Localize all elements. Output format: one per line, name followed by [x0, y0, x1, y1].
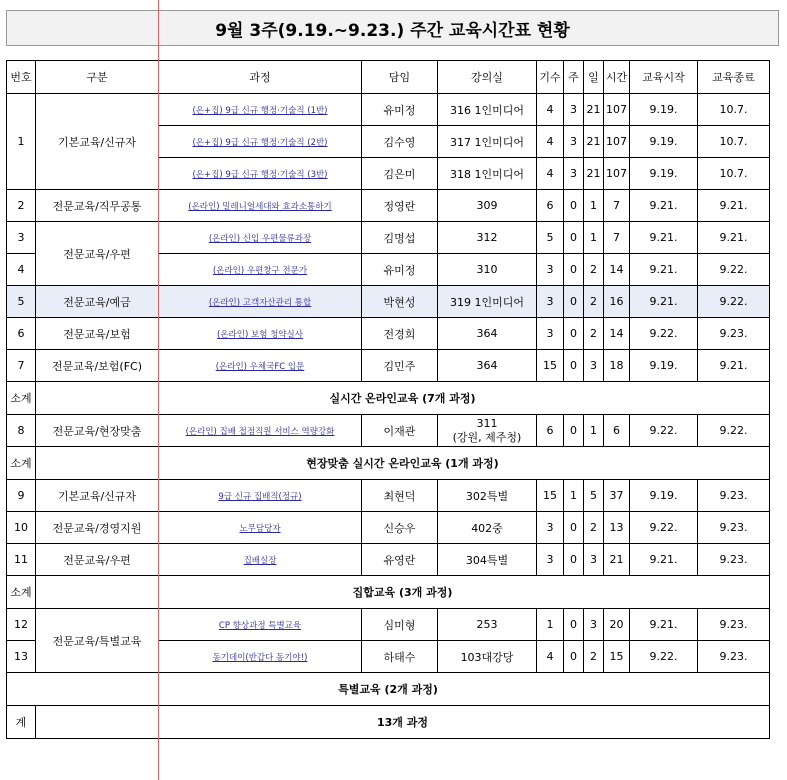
course-cell	[159, 480, 362, 512]
gisu-cell: 4	[537, 158, 564, 190]
end-cell: 10.7.	[698, 158, 770, 190]
end-cell: 9.23.	[698, 318, 770, 350]
subtotal-label: 소계	[7, 576, 36, 609]
week-cell: 0	[564, 609, 584, 641]
week-cell: 3	[564, 158, 584, 190]
course-link[interactable]: (온라인) 우체국FC 입문	[215, 362, 305, 372]
row-number: 13	[7, 641, 36, 673]
course-link[interactable]: (온+집) 9급 신규 행정·기술직 (2반)	[192, 138, 328, 148]
start-cell: 9.21.	[630, 609, 698, 641]
hours-cell: 37	[604, 480, 630, 512]
subtotal-text: 현장맞춤 실시간 온라인교육 (1개 과정)	[36, 447, 770, 480]
gisu-cell: 3	[537, 318, 564, 350]
course-cell	[159, 415, 362, 447]
gisu-cell: 6	[537, 190, 564, 222]
table-row	[7, 512, 770, 544]
start-cell: 9.21.	[630, 222, 698, 254]
course-link[interactable]: 집배실장	[243, 556, 277, 566]
course-link[interactable]: 노무담당자	[239, 524, 281, 534]
category-cell: 전문교육/예금	[36, 286, 159, 318]
table-row	[7, 609, 770, 641]
teacher-cell: 김은미	[362, 158, 438, 190]
week-cell: 0	[564, 350, 584, 382]
hours-cell: 18	[604, 350, 630, 382]
category-cell: 전문교육/현장맞춤	[36, 415, 159, 447]
hours-cell: 16	[604, 286, 630, 318]
end-cell: 10.7.	[698, 94, 770, 126]
end-cell: 9.23.	[698, 480, 770, 512]
room-cell: 319 1인미디어	[438, 286, 537, 318]
end-cell: 9.21.	[698, 190, 770, 222]
subtotal-row	[7, 673, 770, 706]
gisu-cell: 4	[537, 94, 564, 126]
start-cell: 9.19.	[630, 480, 698, 512]
subtotal-text: 집합교육 (3개 과정)	[36, 576, 770, 609]
week-cell: 0	[564, 286, 584, 318]
room-cell: 317 1인미디어	[438, 126, 537, 158]
course-link[interactable]: (온라인) 고객자산관리 통합	[208, 298, 312, 308]
gisu-cell: 5	[537, 222, 564, 254]
category-cell: 전문교육/경영지원	[36, 512, 159, 544]
end-cell: 9.21.	[698, 222, 770, 254]
total-row	[7, 706, 770, 739]
row-number: 2	[7, 190, 36, 222]
room-cell: 364	[438, 350, 537, 382]
start-cell: 9.19.	[630, 126, 698, 158]
teacher-cell: 심미형	[362, 609, 438, 641]
start-cell: 9.21.	[630, 254, 698, 286]
gisu-cell: 1	[537, 609, 564, 641]
end-cell: 9.23.	[698, 544, 770, 576]
hours-cell: 107	[604, 158, 630, 190]
category-cell: 전문교육/특별교육	[36, 609, 159, 673]
course-link[interactable]: CP 향상과정 특별교육	[218, 621, 302, 631]
week-cell: 0	[564, 318, 584, 350]
subtotal-row	[7, 382, 770, 415]
header-cell: 교육종료	[698, 61, 770, 94]
start-cell: 9.22.	[630, 641, 698, 673]
room-cell: 316 1인미디어	[438, 94, 537, 126]
start-cell: 9.22.	[630, 415, 698, 447]
course-cell	[159, 158, 362, 190]
course-cell	[159, 286, 362, 318]
header-cell: 담임	[362, 61, 438, 94]
category-cell: 기본교육/신규자	[36, 480, 159, 512]
row-number: 9	[7, 480, 36, 512]
hours-cell: 107	[604, 94, 630, 126]
header-cell: 번호	[7, 61, 36, 94]
course-cell	[159, 222, 362, 254]
teacher-cell: 최현덕	[362, 480, 438, 512]
hours-cell: 107	[604, 126, 630, 158]
subtotal-row	[7, 576, 770, 609]
room-cell: 103대강당	[438, 641, 537, 673]
room-line: 311	[476, 416, 498, 430]
end-cell: 9.22.	[698, 254, 770, 286]
course-cell	[159, 126, 362, 158]
room-cell: 312	[438, 222, 537, 254]
hours-cell: 13	[604, 512, 630, 544]
day-cell: 21	[584, 126, 604, 158]
table-row	[7, 222, 770, 254]
course-cell	[159, 190, 362, 222]
page-title: 9월 3주(9.19.~9.23.) 주간 교육시간표 현황	[6, 10, 779, 46]
row-number: 11	[7, 544, 36, 576]
hours-cell: 7	[604, 190, 630, 222]
room-cell: 309	[438, 190, 537, 222]
subtotal-text: 특별교육 (2개 과정)	[7, 673, 770, 706]
start-cell: 9.19.	[630, 158, 698, 190]
day-cell: 2	[584, 318, 604, 350]
table-row	[7, 544, 770, 576]
week-cell: 3	[564, 126, 584, 158]
table-row	[7, 350, 770, 382]
week-cell: 0	[564, 254, 584, 286]
category-cell: 전문교육/우편	[36, 222, 159, 286]
end-cell: 9.23.	[698, 641, 770, 673]
course-link[interactable]: (온라인) 우편창구 전문가	[212, 266, 308, 276]
course-link[interactable]: (온+집) 9급 신규 행정·기술직 (3반)	[192, 170, 328, 180]
start-cell: 9.19.	[630, 94, 698, 126]
end-cell: 9.22.	[698, 286, 770, 318]
course-cell	[159, 512, 362, 544]
room-cell: 310	[438, 254, 537, 286]
teacher-cell: 하태수	[362, 641, 438, 673]
subtotal-label: 소계	[7, 447, 36, 480]
category-cell: 기본교육/신규자	[36, 94, 159, 190]
row-number: 1	[7, 94, 36, 190]
day-cell: 2	[584, 254, 604, 286]
week-cell: 0	[564, 190, 584, 222]
day-cell: 3	[584, 609, 604, 641]
category-cell: 전문교육/우편	[36, 544, 159, 576]
start-cell: 9.21.	[630, 544, 698, 576]
course-link[interactable]: 동기데이(반갑다 동기야!)	[212, 653, 308, 663]
gisu-cell: 4	[537, 126, 564, 158]
room-cell: 318 1인미디어	[438, 158, 537, 190]
course-cell	[159, 641, 362, 673]
row-number: 7	[7, 350, 36, 382]
day-cell: 21	[584, 94, 604, 126]
row-number: 10	[7, 512, 36, 544]
hours-cell: 14	[604, 318, 630, 350]
gisu-cell: 3	[537, 544, 564, 576]
end-cell: 10.7.	[698, 126, 770, 158]
gisu-cell: 3	[537, 254, 564, 286]
header-cell: 교육시작	[630, 61, 698, 94]
header-cell: 구분	[36, 61, 159, 94]
day-cell: 21	[584, 158, 604, 190]
day-cell: 3	[584, 544, 604, 576]
day-cell: 2	[584, 641, 604, 673]
day-cell: 3	[584, 350, 604, 382]
course-link[interactable]: 9급 신규 집배직(정규)	[218, 492, 302, 502]
week-cell: 0	[564, 641, 584, 673]
teacher-cell: 유미정	[362, 254, 438, 286]
week-cell: 1	[564, 480, 584, 512]
week-cell: 0	[564, 415, 584, 447]
row-number: 5	[7, 286, 36, 318]
table-row	[7, 94, 770, 126]
row-number: 3	[7, 222, 36, 254]
teacher-cell: 전경희	[362, 318, 438, 350]
day-cell: 2	[584, 286, 604, 318]
table-row	[7, 415, 770, 447]
end-cell: 9.21.	[698, 350, 770, 382]
total-label: 계	[7, 706, 36, 739]
table-row-selected[interactable]	[7, 286, 770, 318]
start-cell: 9.22.	[630, 512, 698, 544]
course-link[interactable]: (온라인) 보험 청약실사	[217, 330, 303, 340]
table-row	[7, 480, 770, 512]
schedule-table	[6, 60, 770, 739]
hours-cell: 21	[604, 544, 630, 576]
gisu-cell: 15	[537, 350, 564, 382]
category-cell: 전문교육/보험	[36, 318, 159, 350]
day-cell: 2	[584, 512, 604, 544]
teacher-cell: 박현성	[362, 286, 438, 318]
hours-cell: 14	[604, 254, 630, 286]
week-cell: 0	[564, 512, 584, 544]
teacher-cell: 정영란	[362, 190, 438, 222]
table-row	[7, 318, 770, 350]
gisu-cell: 3	[537, 286, 564, 318]
hours-cell: 6	[604, 415, 630, 447]
room-line: (강원, 제주청)	[452, 430, 522, 444]
category-cell: 전문교육/직무공통	[36, 190, 159, 222]
teacher-cell: 신승우	[362, 512, 438, 544]
course-link[interactable]: (온+집) 9급 신규 행정·기술직 (1반)	[192, 106, 328, 116]
room-cell: 304특별	[438, 544, 537, 576]
start-cell: 9.19.	[630, 350, 698, 382]
row-number: 8	[7, 415, 36, 447]
start-cell: 9.22.	[630, 318, 698, 350]
hours-cell: 15	[604, 641, 630, 673]
week-cell: 0	[564, 544, 584, 576]
course-cell	[159, 94, 362, 126]
teacher-cell: 유영란	[362, 544, 438, 576]
column-guide-line	[158, 0, 159, 780]
row-number: 6	[7, 318, 36, 350]
day-cell: 1	[584, 415, 604, 447]
category-cell: 전문교육/보험(FC)	[36, 350, 159, 382]
teacher-cell: 김수영	[362, 126, 438, 158]
subtotal-text: 실시간 온라인교육 (7개 과정)	[36, 382, 770, 415]
row-number: 12	[7, 609, 36, 641]
header-cell: 일	[584, 61, 604, 94]
room-cell	[438, 415, 537, 447]
header-cell: 주	[564, 61, 584, 94]
week-cell: 3	[564, 94, 584, 126]
course-cell	[159, 609, 362, 641]
gisu-cell: 6	[537, 415, 564, 447]
room-cell: 402중	[438, 512, 537, 544]
gisu-cell: 4	[537, 641, 564, 673]
start-cell: 9.21.	[630, 286, 698, 318]
header-row	[7, 61, 770, 94]
hours-cell: 7	[604, 222, 630, 254]
subtotal-label: 소계	[7, 382, 36, 415]
start-cell: 9.21.	[630, 190, 698, 222]
course-cell	[159, 254, 362, 286]
header-cell: 강의실	[438, 61, 537, 94]
room-cell: 253	[438, 609, 537, 641]
header-cell: 과정	[159, 61, 362, 94]
course-cell	[159, 544, 362, 576]
teacher-cell: 이재관	[362, 415, 438, 447]
teacher-cell: 김명섭	[362, 222, 438, 254]
row-number: 4	[7, 254, 36, 286]
subtotal-row	[7, 447, 770, 480]
course-link[interactable]: (온라인) 집배 접점직원 서비스 역량강화	[185, 427, 335, 437]
day-cell: 5	[584, 480, 604, 512]
end-cell: 9.23.	[698, 609, 770, 641]
course-cell	[159, 350, 362, 382]
room-cell: 302특별	[438, 480, 537, 512]
end-cell: 9.22.	[698, 415, 770, 447]
total-text: 13개 과정	[36, 706, 770, 739]
course-link[interactable]: (온라인) 밀레니얼세대와 효과소통하기	[188, 202, 332, 212]
day-cell: 1	[584, 222, 604, 254]
day-cell: 1	[584, 190, 604, 222]
header-cell: 시간	[604, 61, 630, 94]
teacher-cell: 김민주	[362, 350, 438, 382]
gisu-cell: 3	[537, 512, 564, 544]
room-cell: 364	[438, 318, 537, 350]
course-cell	[159, 318, 362, 350]
table-row	[7, 190, 770, 222]
end-cell: 9.23.	[698, 512, 770, 544]
week-cell: 0	[564, 222, 584, 254]
gisu-cell: 15	[537, 480, 564, 512]
teacher-cell: 유미정	[362, 94, 438, 126]
course-link[interactable]: (온라인) 신입 우편물류과장	[208, 234, 312, 244]
header-cell: 기수	[537, 61, 564, 94]
hours-cell: 20	[604, 609, 630, 641]
